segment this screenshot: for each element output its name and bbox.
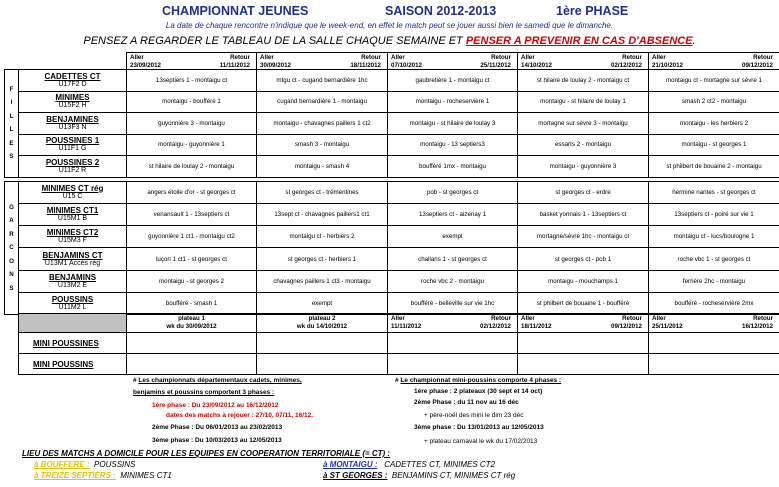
round-header xyxy=(257,53,388,70)
match-cell: pob - st georges ct xyxy=(388,181,518,203)
retour-label: Retour xyxy=(491,315,511,322)
match-cell: essarts 2 - montaigu xyxy=(518,134,649,156)
match-cell: boufféré - smash 1 xyxy=(127,292,257,314)
match-cell: cugand bernardière 1 - montaigu xyxy=(257,91,388,113)
mini-table xyxy=(18,313,779,375)
aller-label: Aller xyxy=(391,315,405,322)
mini-match-cell xyxy=(649,333,779,354)
retour-date: 16/12/2012 xyxy=(742,323,773,330)
mini-match-cell xyxy=(127,333,257,354)
retour-label: Retour xyxy=(753,315,773,322)
plateau-date: wk du 30/09/2012 xyxy=(166,323,217,330)
phase2-left: 2ème Phase : Du 06/01/2013 au 23/02/2013 xyxy=(152,424,283,431)
match-cell: montaigu - st georges 2 xyxy=(127,270,257,292)
retour-label: Retour xyxy=(622,54,642,61)
retour-label: Retour xyxy=(622,315,642,322)
match-cell: hermine nantes - st georges ct xyxy=(649,181,779,203)
table-row xyxy=(5,203,779,225)
team-cell xyxy=(19,91,127,113)
team-code: U13M1 Accès rég xyxy=(44,259,101,267)
match-cell: st philbert de bouaine 1 - boufféré xyxy=(518,292,649,314)
plateau-label: plateau 1 xyxy=(178,315,205,322)
match-cell: st georges ct - herbiers 1 xyxy=(257,248,388,270)
team-code: U15F2 H xyxy=(58,102,87,110)
aller-label: Aller xyxy=(391,54,405,61)
aller-date: 07/10/2012 xyxy=(391,62,422,69)
team-cell xyxy=(19,156,127,178)
match-cell: roche vbc 1 - st georges ct xyxy=(649,248,779,270)
mini-round-header xyxy=(127,314,257,333)
match-cell: montaigu ct - herbiers 2 xyxy=(257,226,388,248)
garcons-label: G A R C O N S xyxy=(5,181,19,315)
team-cell xyxy=(19,113,127,135)
match-cell: montaigu - boufféré 1 xyxy=(127,91,257,113)
match-cell: montaigu - smash 4 xyxy=(257,156,388,178)
match-cell: st philbert de bouaine 2 - montaigu xyxy=(649,156,779,178)
match-cell: guyonnière 3 - montaigu xyxy=(127,113,257,135)
mini-row xyxy=(19,333,779,354)
round-header xyxy=(649,53,779,70)
team-cell xyxy=(19,203,127,225)
table-row xyxy=(5,181,779,203)
retour-date: 02/12/2012 xyxy=(480,323,511,330)
match-cell: challans 1 - st georges ct xyxy=(388,248,518,270)
match-cell: luçon 1 ct1 - st georges ct xyxy=(127,248,257,270)
team-code: U15M1 B xyxy=(57,214,88,222)
team-cell xyxy=(19,181,127,203)
match-cell: guyonnière 1 ct1 - montaigu ct2 xyxy=(127,226,257,248)
match-cell: venansault 1 - 13septiers ct xyxy=(127,203,257,225)
aller-date: 23/09/2012 xyxy=(130,62,161,69)
match-cell: st hilaire de loulay 2 - montaigu xyxy=(127,156,257,178)
match-cell: exempt xyxy=(257,292,388,314)
plateau-label: plateau 2 xyxy=(308,315,336,322)
retour-date: 25/11/2012 xyxy=(480,62,511,69)
aller-label: Aller xyxy=(652,315,666,322)
schedule-table xyxy=(4,52,779,315)
mini-match-cell xyxy=(388,333,518,354)
mini-round-header xyxy=(518,314,649,333)
table-row xyxy=(5,156,779,178)
mini-header-row xyxy=(19,314,779,333)
match-cell: boufféré - rocheservière 2mx xyxy=(649,292,779,314)
mini-match-cell xyxy=(518,354,649,375)
retour-date: 09/12/2012 xyxy=(742,62,773,69)
match-cell: montaigu - 13 septiers3 xyxy=(388,134,518,156)
mini-match-cell xyxy=(388,354,518,375)
mini-round-header xyxy=(388,314,518,333)
mini-team-cell xyxy=(19,333,127,354)
table-row xyxy=(5,134,779,156)
title-season: SAISON 2012-2013 xyxy=(385,4,497,18)
filles-label: F I L L E S xyxy=(5,70,19,178)
round-header xyxy=(127,53,257,70)
warning-banner: PENSEZ A REGARDER LE TABLEAU DE LA SALLE CHAQUE SEMAINE ET PENSER A PREVENIR EN CAS D'ABSENCE. xyxy=(83,35,696,47)
retour-date: 18/11/2012 xyxy=(350,62,381,69)
mini-round-header xyxy=(649,314,779,333)
match-cell: roche vbc 2 - montaigu xyxy=(388,270,518,292)
aller-date: 14/10/2012 xyxy=(521,62,552,69)
footnote-right-1: # Le championnat mini-poussins comporte 4 phases : xyxy=(395,377,562,384)
footnote-left-2: benjamins et poussins comportent 3 phases : xyxy=(133,389,275,396)
match-cell: boufféré 1mx - montaigu xyxy=(388,156,518,178)
aller-label: Aller xyxy=(260,54,274,61)
phase1-left: 1ère phase : Du 23/09/2012 au 16/12/2012 xyxy=(152,402,279,409)
team-cell xyxy=(19,134,127,156)
aller-label: Aller xyxy=(521,315,535,322)
round-header xyxy=(388,53,518,70)
team-name: POUSSINES 2 xyxy=(45,157,100,167)
phase2-extra: + père-noël des mini le dim 23 déc xyxy=(424,412,524,419)
table-row xyxy=(5,91,779,113)
mini-team-name: MINI POUSSINES xyxy=(33,338,99,348)
team-code: U11F2 R xyxy=(58,166,87,174)
team-cell xyxy=(19,70,127,92)
lieu-title: LIEU DES MATCHS A DOMICILE POUR LES EQUIPES EN COOPERATION TERRITORIALE (= CT) : xyxy=(22,449,391,458)
match-cell: boufféré - belleville sur vie 1hc xyxy=(388,292,518,314)
match-cell: montaigu - guyonnière 1 xyxy=(127,134,257,156)
retour-date: 11/11/2012 xyxy=(219,62,250,69)
match-cell: 13septiers 1 - montaigu ct xyxy=(127,70,257,92)
location-bouffere: à BOUFFERE : POUSSINS xyxy=(34,460,136,469)
location-st-georges: à ST GEORGES : BENJAMINS CT, MINIMES CT rég xyxy=(323,471,516,480)
match-cell: 13septiers ct - poiré sur vie 1 xyxy=(649,203,779,225)
plateau-date: wk du 14/10/2012 xyxy=(296,323,348,330)
match-cell: exempt xyxy=(388,226,518,248)
match-cell: chavagnes paillers 1 ct3 - montaigu xyxy=(257,270,388,292)
aller-date: 11/11/2012 xyxy=(391,323,422,330)
retour-label: Retour xyxy=(491,54,511,61)
header-blank xyxy=(5,53,19,70)
team-name: POUSSINES 1 xyxy=(45,136,100,146)
match-cell: angers étoile d'or - st georges ct xyxy=(127,181,257,203)
team-cell xyxy=(19,248,127,270)
team-code: U15 C xyxy=(62,192,83,200)
table-row xyxy=(5,292,779,314)
team-name: MINIMES CT rég xyxy=(41,183,104,193)
phase3-extra: + plateau carnaval le wk du 17/02/2013 xyxy=(424,438,538,445)
team-cell xyxy=(19,226,127,248)
match-cell: montaigu - guyonnière 3 xyxy=(518,156,649,178)
match-cell: montaigu - st georges 1 xyxy=(649,134,779,156)
match-cell: st georges ct - trémentines xyxy=(257,181,388,203)
match-cell: montaigu - mouchamps 1 xyxy=(518,270,649,292)
team-name: BENJAMINES xyxy=(46,114,99,124)
team-cell xyxy=(19,270,127,292)
aller-date: 25/11/2012 xyxy=(652,323,683,330)
mini-team-name: MINI POUSSINS xyxy=(33,359,94,369)
team-code: U17F2 D xyxy=(58,80,87,88)
mini-match-cell xyxy=(127,354,257,375)
title-phase: 1ère PHASE xyxy=(556,4,629,18)
round-header xyxy=(518,53,649,70)
match-cell: montaigu ct - lucs/boulogne 1 xyxy=(649,226,779,248)
table-row xyxy=(5,113,779,135)
team-name: BENJAMINS xyxy=(48,272,97,282)
team-code: U15M3 F xyxy=(58,237,87,245)
team-cell xyxy=(19,292,127,314)
header-row xyxy=(5,53,779,70)
team-name: BENJAMINS CT xyxy=(42,250,103,260)
retour-label: Retour xyxy=(361,54,381,61)
team-name: CADETTES CT xyxy=(44,71,101,81)
match-cell: smash 3 - montaigu xyxy=(257,134,388,156)
match-cell: montaigu - st hilaire de loulay 1 xyxy=(518,91,649,113)
match-cell: mortagne sur sèvre 3 - montaigu xyxy=(518,113,649,135)
team-code: U11F1 G xyxy=(58,145,87,153)
retour-date: 09/12/2012 xyxy=(611,323,642,330)
subtitle: La date de chaque rencontre n'indique que le week-end, en effet le match peut se jouer aussi bien le samedi que le dimanche. xyxy=(165,21,614,30)
phase3-left: 3ème phase : Du 10/03/2013 au 12/05/2013 xyxy=(152,437,282,444)
aller-date: 18/11/2012 xyxy=(521,323,552,330)
match-cell: montaigu - rocheservière 1 xyxy=(388,91,518,113)
title-left: CHAMPIONNAT JEUNES xyxy=(162,4,309,18)
team-name: MINIMES xyxy=(55,93,90,103)
mini-match-cell xyxy=(257,333,388,354)
match-cell: gaubretière 1 - montaigu ct xyxy=(388,70,518,92)
table-row xyxy=(5,270,779,292)
mini-round-header xyxy=(257,314,388,333)
aller-date: 30/09/2012 xyxy=(260,62,291,69)
team-name: POUSSINS xyxy=(51,295,94,305)
match-cell: montaigu - les herbiers 2 xyxy=(649,113,779,135)
table-row xyxy=(5,248,779,270)
mini-row xyxy=(19,354,779,375)
retour-label: Retour xyxy=(753,54,773,61)
mini-header-blank xyxy=(19,314,127,333)
mini-match-cell xyxy=(257,354,388,375)
team-name: MINIMES CT1 xyxy=(46,205,99,215)
match-cell: montaigu - st hilaire de loulay 3 xyxy=(388,113,518,135)
match-cell: mortagne/sèvre 1hc - montaigu ct xyxy=(518,226,649,248)
aller-date: 21/10/2012 xyxy=(652,62,683,69)
location-treize-septiers: à TREIZE SEPTIERS : MINIMES CT1 xyxy=(34,471,172,480)
page-title xyxy=(0,4,779,19)
retour-date: 02/12/2012 xyxy=(611,62,642,69)
mini-match-cell xyxy=(649,354,779,375)
aller-label: Aller xyxy=(652,54,666,61)
team-name: MINIMES CT2 xyxy=(46,228,99,238)
header-blank xyxy=(19,53,127,70)
team-code: U11M2 L xyxy=(58,304,87,312)
match-cell: montaigu - chavagnes paillers 1 ct2 xyxy=(257,113,388,135)
table-row xyxy=(5,226,779,248)
match-cell: montaigu ct - mortagne sur sèvre 1 xyxy=(649,70,779,92)
team-code: U13F3 N xyxy=(58,123,87,131)
match-cell: 13septiers ct - aizenay 1 xyxy=(388,203,518,225)
match-cell: ferrière 2hc - montaigu xyxy=(649,270,779,292)
phase3-right: 3ème phase : Du 13/01/2013 au 12/05/2013 xyxy=(414,424,544,431)
match-cell: basket yonnais 1 - 13septiers ct xyxy=(518,203,649,225)
match-cell: mtgu ct - cugand bernardière 1hc xyxy=(257,70,388,92)
footnote-left-1: # Les championnats départementaux cadets, minimes, xyxy=(133,377,302,384)
retour-label: Retour xyxy=(230,54,250,61)
match-cell: smash 2 ct2 - montaigu xyxy=(649,91,779,113)
table-row xyxy=(5,70,779,92)
phase1-right: 1ère phase : 2 plateaux (30 sept et 14 oct) xyxy=(414,388,543,395)
team-code: U13M2 E xyxy=(57,281,88,289)
match-cell: 13sept ct - chavagnes paillers1 ct1 xyxy=(257,203,388,225)
match-cell: st georges ct - pob 1 xyxy=(518,248,649,270)
phase1-replay: dates des matchs à rejouer : 27/10, 07/11, 16/12. xyxy=(166,412,314,419)
match-cell: st georges ct - erdre xyxy=(518,181,649,203)
mini-team-cell xyxy=(19,354,127,375)
aller-label: Aller xyxy=(521,54,535,61)
aller-label: Aller xyxy=(130,54,144,61)
mini-match-cell xyxy=(518,333,649,354)
location-montaigu: à MONTAIGU : CADETTES CT, MINIMES CT2 xyxy=(323,460,496,469)
match-cell: st hilaire de loulay 2 - montaigu ct xyxy=(518,70,649,92)
phase2-right: 2ème Phase : du 11 nov au 16 déc xyxy=(414,399,519,406)
